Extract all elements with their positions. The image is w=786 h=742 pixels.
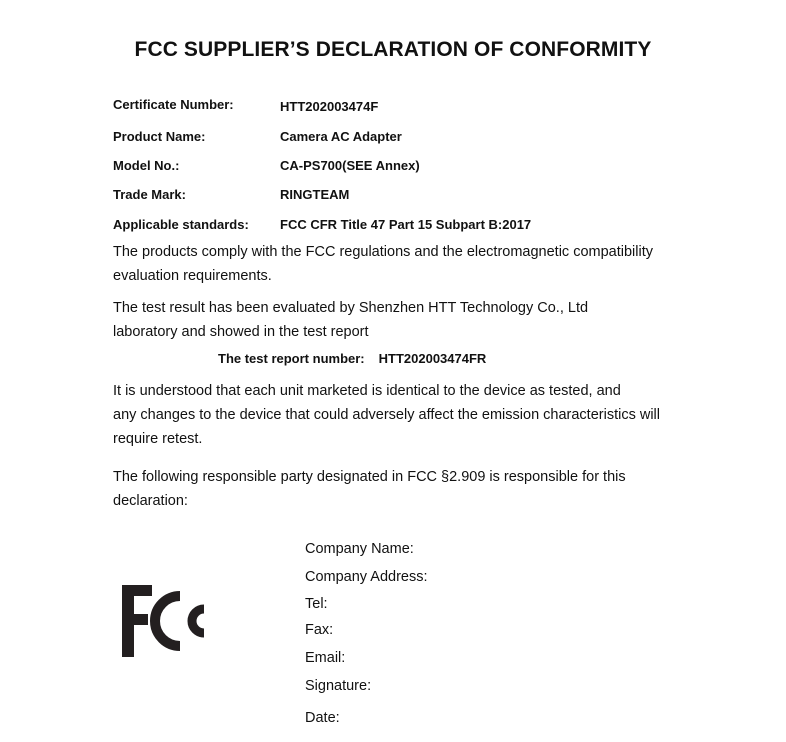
tel-label: Tel:	[305, 596, 328, 612]
comply-paragraph	[113, 240, 653, 288]
company-name-label: Company Name:	[305, 541, 414, 557]
retest-line: any changes to the device that could adversely affect the emission characteristics will	[113, 407, 660, 423]
retest-paragraph	[113, 379, 660, 451]
document-title: FCC SUPPLIER’S DECLARATION OF CONFORMITY	[134, 38, 652, 61]
product-name-label: Product Name:	[113, 129, 206, 144]
test-result-line: laboratory and showed in the test report	[113, 324, 369, 340]
certificate-number-value: HTT202003474F	[280, 99, 379, 114]
comply-line: The products comply with the FCC regulations and the electromagnetic compatibility	[113, 244, 653, 260]
model-no-label: Model No.:	[113, 158, 180, 173]
test-report-number-value: HTT202003474FR	[378, 351, 487, 366]
fax-label: Fax:	[305, 622, 334, 638]
fcc-logo-icon	[122, 585, 218, 657]
test-report-number	[218, 351, 486, 366]
comply-line: evaluation requirements.	[113, 268, 272, 284]
signature-label: Signature:	[305, 678, 372, 694]
email-label: Email:	[305, 650, 346, 666]
trade-mark-value: RINGTEAM	[280, 187, 350, 202]
responsible-party-paragraph	[113, 465, 626, 513]
retest-line: require retest.	[113, 431, 203, 447]
test-report-number-label: The test report number:	[218, 351, 365, 366]
company-address-label: Company Address:	[305, 569, 428, 585]
responsible-line: The following responsible party designated in FCC §2.909 is responsible for this	[113, 469, 626, 485]
product-name-value: Camera AC Adapter	[280, 129, 402, 144]
test-result-paragraph	[113, 296, 588, 344]
certificate-number-label: Certificate Number:	[113, 97, 234, 112]
applicable-standards-value: FCC CFR Title 47 Part 15 Subpart B:2017	[280, 217, 532, 232]
trade-mark-label: Trade Mark:	[113, 187, 186, 202]
model-no-value: CA-PS700(SEE Annex)	[280, 158, 420, 173]
responsible-line: declaration:	[113, 493, 188, 509]
test-result-line: The test result has been evaluated by Shenzhen HTT Technology Co., Ltd	[113, 300, 589, 316]
applicable-standards-label: Applicable standards:	[113, 217, 249, 232]
retest-line: It is understood that each unit marketed is identical to the device as tested, and	[113, 383, 621, 399]
date-label: Date:	[305, 710, 340, 726]
